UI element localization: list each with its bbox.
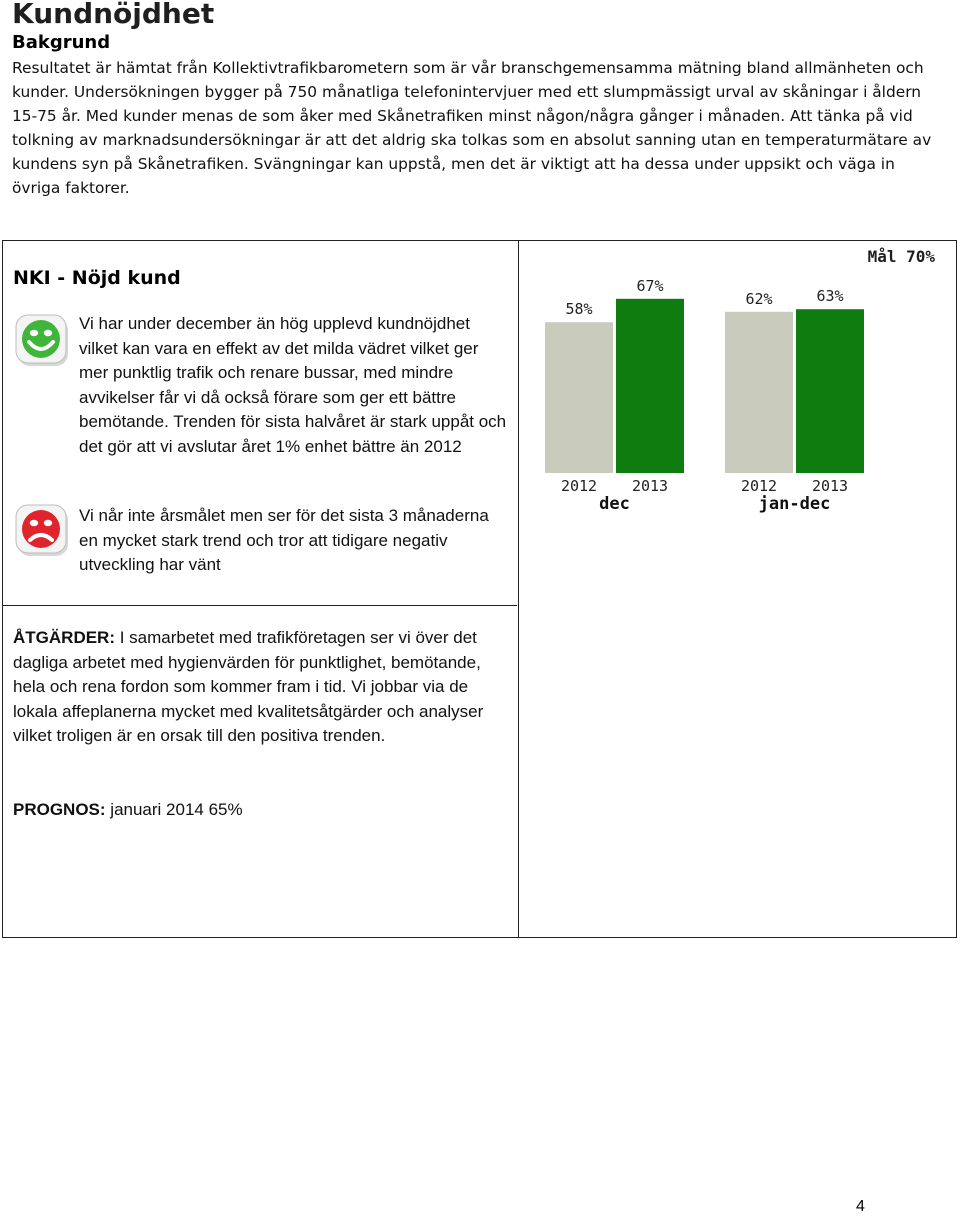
section-heading: Bakgrund bbox=[12, 32, 111, 53]
actions-paragraph bbox=[13, 626, 508, 749]
x-tick-label: 2012 bbox=[560, 477, 598, 495]
intro-paragraph: Resultatet är hämtat från Kollektivtrafikbarometern som är vår branschgemensamma mätning bland allmänheten och kunder. Undersökningen bygger på 750 månatliga telefonintervjuer med ett slumpmässigt urval av skåningar i åldern 15-75 år. Med kunder menas de som åker med Skånetrafiken minst någon/några gånger i månaden. Att tänka på vid tolkning av marknadsundersökningar är att det aldrig ska tolkas som en absolut sanning utan en temperaturmätare av kundens syn på Skånetrafiken. Svängningar kan uppstå, men det är viktigt att ha dessa under uppsikt och väga in övriga faktorer. bbox=[12, 59, 932, 197]
smiley-face-positive bbox=[22, 320, 60, 358]
negative-comment: Vi når inte årsmålet men ser för det sista 3 månaderna en mycket stark trend och tror att tidigare negativ utveckling har vänt bbox=[79, 506, 489, 574]
positive-comment: Vi har under december än hög upplevd kundnöjdhet vilket kan vara en effekt av det milda vädret vilket ger mer punktlig trafik och renare bussar, med mindre avvikelser får vi då också förare som ger ett bättre bemötande. Trenden för sista halvåret är stark uppåt och det gör att vi avslutar året 1% enhet bättre än 2012 bbox=[79, 314, 507, 456]
page-title: Kundnöjdhet bbox=[12, 0, 215, 30]
vertical-divider bbox=[518, 241, 519, 937]
actions-text: I samarbetet med trafikföretagen ser vi över det dagliga arbetet med hygienvärden för punktlighet, bemötande, hela och rena fordon som kommer fram i tid. Vi jobbar via de lokala affeplanerna mycket med kvalitetsåtgärder och analyser vilket troligen är en orsak till den positiva trenden. bbox=[13, 628, 484, 745]
actions-label: ÅTGÄRDER: bbox=[13, 628, 115, 647]
goal-label: Mål 70% bbox=[867, 247, 935, 266]
forecast-paragraph bbox=[13, 798, 508, 823]
nki-chart bbox=[521, 243, 957, 533]
x-tick-label: 2013 bbox=[631, 477, 669, 495]
x-tick-label: 2012 bbox=[740, 477, 778, 495]
bar-value-label: 63% bbox=[816, 287, 844, 306]
nki-panel bbox=[2, 240, 957, 938]
bar-value-label: 67% bbox=[636, 276, 664, 295]
forecast-text: januari 2014 65% bbox=[105, 800, 243, 819]
happy-smiley-icon bbox=[15, 313, 71, 369]
bar-chart-svg bbox=[521, 243, 957, 533]
bar-value-label: 58% bbox=[565, 300, 593, 319]
bar-value-label: 62% bbox=[745, 289, 773, 308]
page-number: 4 bbox=[856, 1198, 865, 1215]
smiley-face-negative bbox=[22, 510, 60, 548]
bar-dec-2013 bbox=[616, 299, 684, 473]
x-tick-label: 2013 bbox=[811, 477, 849, 495]
sad-smiley-icon bbox=[15, 503, 71, 559]
horizontal-divider bbox=[3, 605, 517, 606]
forecast-label: PROGNOS: bbox=[13, 800, 106, 819]
group-label: dec bbox=[599, 494, 630, 514]
bar-jan-dec-2012 bbox=[725, 312, 793, 473]
group-label: jan-dec bbox=[758, 494, 831, 514]
bar-dec-2012 bbox=[545, 322, 613, 473]
nki-title: NKI - Nöjd kund bbox=[13, 267, 181, 289]
bar-jan-dec-2013 bbox=[796, 309, 864, 473]
